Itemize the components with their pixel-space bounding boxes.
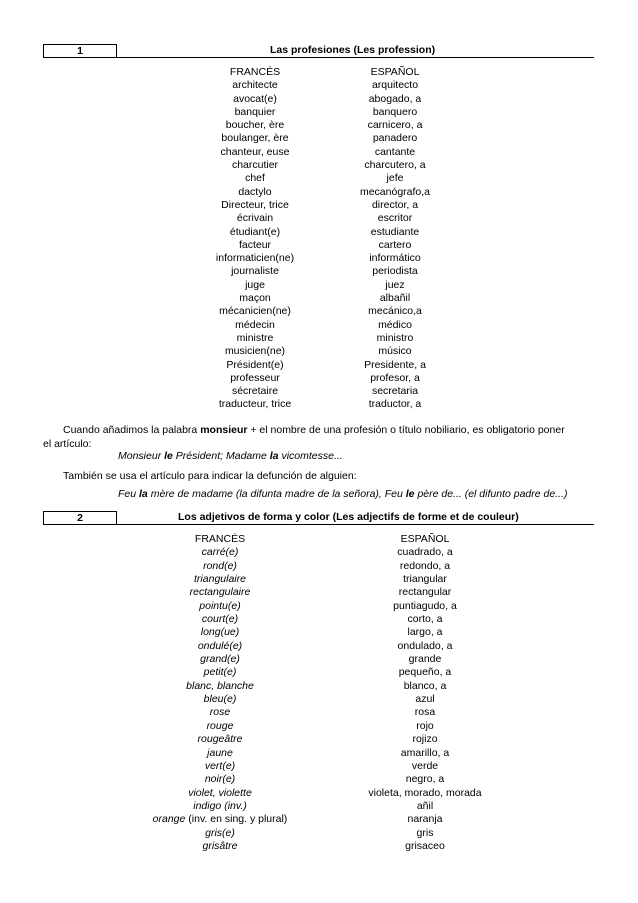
column-header-french: FRANCÉS xyxy=(229,66,281,78)
french-term: charcutier xyxy=(231,159,279,172)
section-title: Las profesiones (Les profession) xyxy=(270,44,436,56)
french-term: Président(e) xyxy=(226,358,284,371)
french-adjective: orange (inv. en sing. y plural) xyxy=(152,813,288,826)
french-term: avocat(e) xyxy=(233,92,277,105)
french-term: chanteur, euse xyxy=(220,145,290,158)
french-term: boulanger, ère xyxy=(221,132,289,145)
french-term: boucher, ère xyxy=(225,119,285,132)
french-term: musicien(ne) xyxy=(224,345,286,358)
spanish-adjective: rosa xyxy=(414,706,436,719)
spanish-term: músico xyxy=(378,345,412,358)
french-adjective: long(ue) xyxy=(200,626,240,639)
french-adjective: vert(e) xyxy=(204,759,236,772)
spanish-term: mecánico,a xyxy=(368,305,422,318)
note-paragraph-1: Cuando añadimos la palabra monsieur + el nombre de una profesión o título nobiliario, es obligatorio poner xyxy=(63,424,565,436)
spanish-term: ministro xyxy=(376,331,414,344)
french-term: facteur xyxy=(238,238,272,251)
spanish-term: cartero xyxy=(378,238,412,251)
spanish-adjective: triangular xyxy=(403,573,447,586)
section-2-header xyxy=(43,511,594,525)
spanish-adjectives-column xyxy=(355,533,495,853)
french-term: banquier xyxy=(234,105,276,118)
spanish-adjective: amarillo, a xyxy=(400,746,450,759)
spanish-adjective: negro, a xyxy=(405,773,445,786)
spanish-term: secretaria xyxy=(371,385,419,398)
french-adjective: rose xyxy=(209,706,231,719)
spanish-term: albañil xyxy=(379,292,411,305)
french-adjective: grand(e) xyxy=(200,653,240,666)
french-term: Directeur, trice xyxy=(221,198,289,211)
french-term: sécretaire xyxy=(231,385,279,398)
spanish-adjective: rojizo xyxy=(412,733,438,746)
spanish-term: charcutero, a xyxy=(364,159,426,172)
spanish-term: panadero xyxy=(372,132,418,145)
french-term: architecte xyxy=(232,79,278,92)
french-term: traducteur, trice xyxy=(218,398,292,411)
spanish-adjective: añil xyxy=(416,799,434,812)
spanish-term: periodista xyxy=(372,265,418,278)
french-adjective: grisâtre xyxy=(202,839,238,852)
french-adjective: jaune xyxy=(207,746,233,759)
french-term: maçon xyxy=(239,292,271,305)
french-term: mécanicien(ne) xyxy=(219,305,291,318)
spanish-adjective: rojo xyxy=(416,719,434,732)
spanish-adjective: rectangular xyxy=(398,586,452,599)
spanish-term: cantante xyxy=(374,145,416,158)
french-term: professeur xyxy=(230,371,280,384)
spanish-adjective: cuadrado, a xyxy=(397,546,453,559)
section-1-header xyxy=(43,44,594,58)
french-adjective: rond(e) xyxy=(203,559,237,572)
spanish-term: arquitecto xyxy=(371,79,419,92)
spanish-term: juez xyxy=(385,278,405,291)
column-header-spanish: ESPAÑOL xyxy=(370,66,420,78)
spanish-term: profesor, a xyxy=(370,371,420,384)
spanish-adjective: grande xyxy=(408,653,442,666)
spanish-term: abogado, a xyxy=(368,92,422,105)
spanish-adjective: largo, a xyxy=(407,626,443,639)
spanish-adjective: naranja xyxy=(407,813,443,826)
french-term: informaticien(ne) xyxy=(215,252,295,265)
french-term: dactylo xyxy=(238,185,272,198)
spanish-term: estudiante xyxy=(370,225,420,238)
french-term: chef xyxy=(245,172,265,185)
french-adjective: petit(e) xyxy=(203,666,237,679)
french-adjective: gris(e) xyxy=(205,826,235,839)
french-adjective: rougeâtre xyxy=(197,733,243,746)
french-term: écrivain xyxy=(236,212,274,225)
spanish-term: médico xyxy=(378,318,412,331)
spanish-adjective: corto, a xyxy=(407,613,443,626)
spanish-term: escritor xyxy=(377,212,413,225)
spanish-term: Presidente, a xyxy=(364,358,426,371)
column-header-spanish: ESPAÑOL xyxy=(400,533,450,545)
french-term: juge xyxy=(245,278,265,291)
note-paragraph-2: También se usa el artículo para indicar la defunción de alguien: xyxy=(63,470,357,482)
example-1: Monsieur le Président; Madame la vicomtesse... xyxy=(118,450,343,462)
french-adjective: rectangulaire xyxy=(189,586,251,599)
french-adjective: bleu(e) xyxy=(203,693,237,706)
french-professions-column xyxy=(195,66,315,412)
french-adjective: court(e) xyxy=(201,613,239,626)
spanish-adjective: puntiagudo, a xyxy=(393,599,457,612)
spanish-term: carnicero, a xyxy=(367,119,423,132)
spanish-adjective: pequeño, a xyxy=(398,666,452,679)
spanish-term: mecanógrafo,a xyxy=(359,185,431,198)
spanish-term: informático xyxy=(369,252,421,265)
french-adjective: blanc, blanche xyxy=(186,679,254,692)
french-adjective: triangulaire xyxy=(194,573,246,586)
example-2: Feu la mère de madame (la difunta madre de la señora), Feu le père de... (el difunto padre de...) xyxy=(118,488,568,500)
spanish-adjective: verde xyxy=(411,759,439,772)
spanish-adjective: violeta, morado, morada xyxy=(368,786,482,799)
spanish-term: jefe xyxy=(386,172,404,185)
section-number: 1 xyxy=(43,44,117,58)
spanish-adjective: blanco, a xyxy=(403,679,447,692)
spanish-professions-column xyxy=(335,66,455,412)
french-term: étudiant(e) xyxy=(229,225,281,238)
column-header-french: FRANCÉS xyxy=(194,533,246,545)
spanish-term: director, a xyxy=(371,198,419,211)
note-paragraph-1-cont: el artículo: xyxy=(43,438,92,450)
french-adjective: violet, violette xyxy=(188,786,252,799)
french-term: journaliste xyxy=(231,265,279,278)
french-adjectives-column xyxy=(130,533,310,853)
french-adjective: noir(e) xyxy=(204,773,236,786)
spanish-adjective: ondulado, a xyxy=(397,639,453,652)
section-title: Los adjetivos de forma y color (Les adjectifs de forme et de couleur) xyxy=(178,511,519,523)
section-number: 2 xyxy=(43,511,117,525)
spanish-adjective: azul xyxy=(415,693,435,706)
french-term: médecin xyxy=(235,318,275,331)
french-adjective: carré(e) xyxy=(201,546,239,559)
spanish-adjective: gris xyxy=(416,826,434,839)
spanish-term: banquero xyxy=(372,105,418,118)
spanish-adjective: grisaceo xyxy=(405,839,445,852)
french-term: ministre xyxy=(236,331,274,344)
french-adjective: ondulé(e) xyxy=(197,639,243,652)
spanish-adjective: redondo, a xyxy=(399,559,451,572)
french-adjective: rouge xyxy=(206,719,234,732)
french-adjective: indigo (inv.) xyxy=(193,799,247,812)
french-adjective: pointu(e) xyxy=(199,599,241,612)
spanish-term: traductor, a xyxy=(368,398,422,411)
